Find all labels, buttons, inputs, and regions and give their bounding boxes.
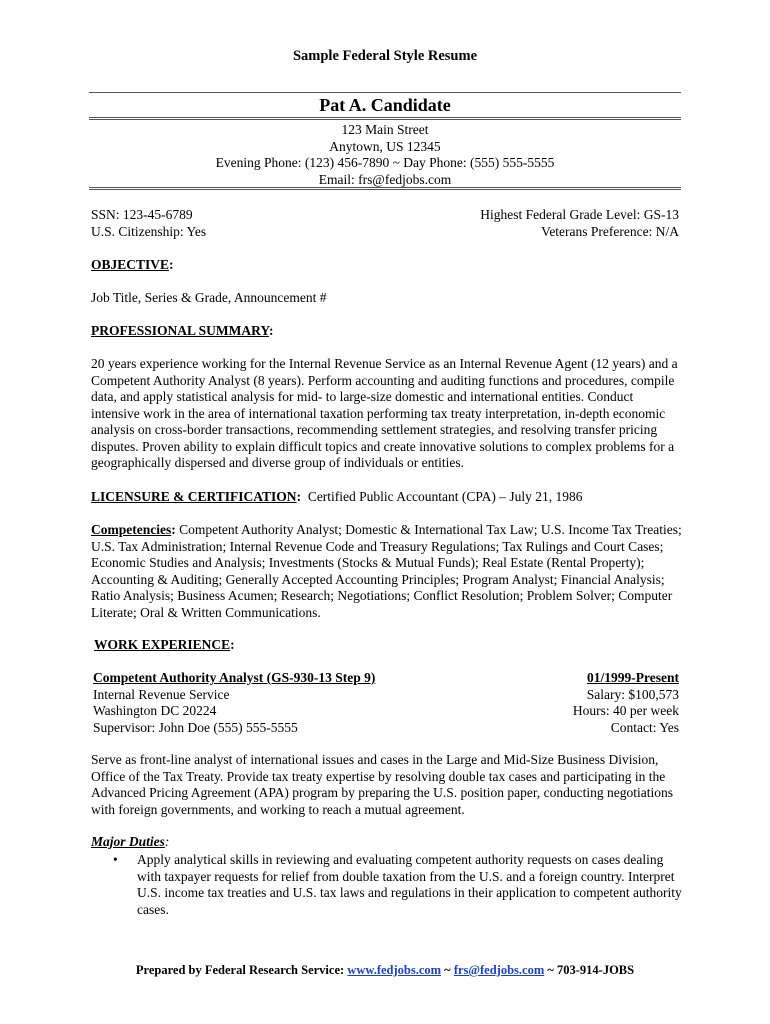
competencies-text: Competent Authority Analyst; Domestic & International Tax Law; U.S. Income Tax Treaties; U.S. Tax Administration; Internal Revenue Code and Treasury Regulations; Tax Rulings and Court Cases; Economic Studies and Analysis; Investments (Stocks & Mutual Funds); Real Estate (Rental Property); Accounting & Auditing; Generally Accepted Accounting Principles; Program Analyst; Financial Analysis; Ratio Analysis; Business Acumen; Research; Negotiations; Conflict Resolution; Problem Solver; Computer Literate; Oral & Written Communications. xyxy=(91,522,682,620)
candidate-name: Pat A. Candidate xyxy=(319,95,451,115)
job-left-block xyxy=(93,670,375,736)
job-right-block xyxy=(573,670,679,736)
competencies-heading: Competencies xyxy=(91,522,172,537)
document-title: Sample Federal Style Resume xyxy=(292,48,478,64)
licensure-heading: LICENSURE & CERTIFICATION xyxy=(91,489,297,504)
objective-heading: OBJECTIVE: xyxy=(91,257,174,272)
summary-text: 20 years experience working for the Internal Revenue Service as an Internal Revenue Agent (12 years) and a Competent Authority Analyst (8 years). Perform accounting and auditing functions and procedures, compile data, and apply statistical analysis for mid- to large-size domestic and international entities. Conduct intensive work in the area of international taxation performing tax treaty interpretation, in-depth economic analysis on cross-border transactions, recommending settlement strategies, and resolving transfer pricing disputes. Proven ability to explain difficult topics and create innovative solutions to complex problems for a geographically dispersed and diverse group of individuals or entities. xyxy=(91,356,678,470)
citizenship: U.S. Citizenship: Yes xyxy=(91,223,207,239)
footer-prefix: Prepared by Federal Research Service: xyxy=(135,963,348,977)
duties-list xyxy=(91,852,687,918)
website-link[interactable]: www.fedjobs.com xyxy=(347,963,442,977)
job-title: Competent Authority Analyst (GS-930-13 Step 9) xyxy=(93,670,376,685)
veterans-preference: Veterans Preference: N/A xyxy=(541,223,679,239)
contact-divider xyxy=(89,187,681,190)
ssn: SSN: 123-45-6789 xyxy=(91,207,193,222)
salary: Salary: $100,573 xyxy=(586,686,679,702)
personal-info-right xyxy=(480,207,679,240)
hours: Hours: 40 per week xyxy=(572,703,679,718)
duties-heading: Major Duties: xyxy=(91,834,170,849)
highest-grade: Highest Federal Grade Level: GS-13 xyxy=(480,207,679,222)
email-address: Email: frs@fedjobs.com xyxy=(318,171,452,187)
job-location: Washington DC 20224 xyxy=(93,703,217,718)
licensure-line: LICENSURE & CERTIFICATION: Certified Public Accountant (CPA) – July 21, 1986 xyxy=(91,489,583,504)
licensure-text: Certified Public Accountant (CPA) – July 21, 1986 xyxy=(307,489,583,504)
job-description: Serve as front-line analyst of international issues and cases in the Large and Mid-Size Business Division, Office of the Tax Treaty. Provide tax treaty expertise by resolving double tax cases and participating in the Advanced Pricing Agreement (APA) program by preparing the U.S. position paper, conducting negotiations with foreign governments, and working to reach a mutual agreement. xyxy=(91,752,673,817)
contact-permission: Contact: Yes xyxy=(610,719,679,735)
objective-text: Job Title, Series & Grade, Announcement # xyxy=(91,290,327,305)
name-divider xyxy=(89,117,681,120)
summary-heading: PROFESSIONAL SUMMARY: xyxy=(91,323,274,338)
employer: Internal Revenue Service xyxy=(93,686,230,702)
duty-item: • Apply analytical skills in reviewing and evaluating competent authority requests on cases dealing with taxpayer requests for relief from double taxation from the U.S. and a foreign country. Interpret U.S. income tax treaties and U.S. tax laws and regulations in their application to competent authority cases. xyxy=(113,852,682,917)
supervisor: Supervisor: John Doe (555) 555-5555 xyxy=(93,719,298,735)
top-divider xyxy=(89,92,681,93)
bullet-icon: • xyxy=(113,852,118,867)
work-heading: WORK EXPERIENCE: xyxy=(94,637,235,652)
footer: Prepared by Federal Research Service: www.fedjobs.com ~ frs@fedjobs.com ~ 703-914-JOBS xyxy=(135,963,635,977)
contact-block xyxy=(0,122,770,188)
phone-jobs: ~ 703-914-JOBS xyxy=(544,963,635,977)
personal-info-left xyxy=(91,207,206,240)
street-address: 123 Main Street xyxy=(341,122,429,137)
city-state-zip: Anytown, US 12345 xyxy=(329,138,441,154)
email-link[interactable]: frs@fedjobs.com xyxy=(453,963,545,977)
job-dates: 01/1999-Present xyxy=(587,670,679,685)
competencies-block: Competencies: Competent Authority Analyst; Domestic & International Tax Law; U.S. Income Tax Treaties; U.S. Tax Administration; Internal Revenue Code and Treasury Regulations; Tax Rulings and Court Cases; Economic Studies and Analysis; Investments (Stocks & Mutual Funds); Real Estate (Rental Property); Accounting & Auditing; Generally Accepted Accounting Principles; Program Analyst; Financial Analysis; Ratio Analysis; Business Acumen; Research; Negotiations; Conflict Resolution; Problem Solver; Computer Literate; Oral & Written Communications. xyxy=(91,522,682,620)
phone-numbers: Evening Phone: (123) 456-7890 ~ Day Phone: (555) 555-5555 xyxy=(215,155,555,170)
